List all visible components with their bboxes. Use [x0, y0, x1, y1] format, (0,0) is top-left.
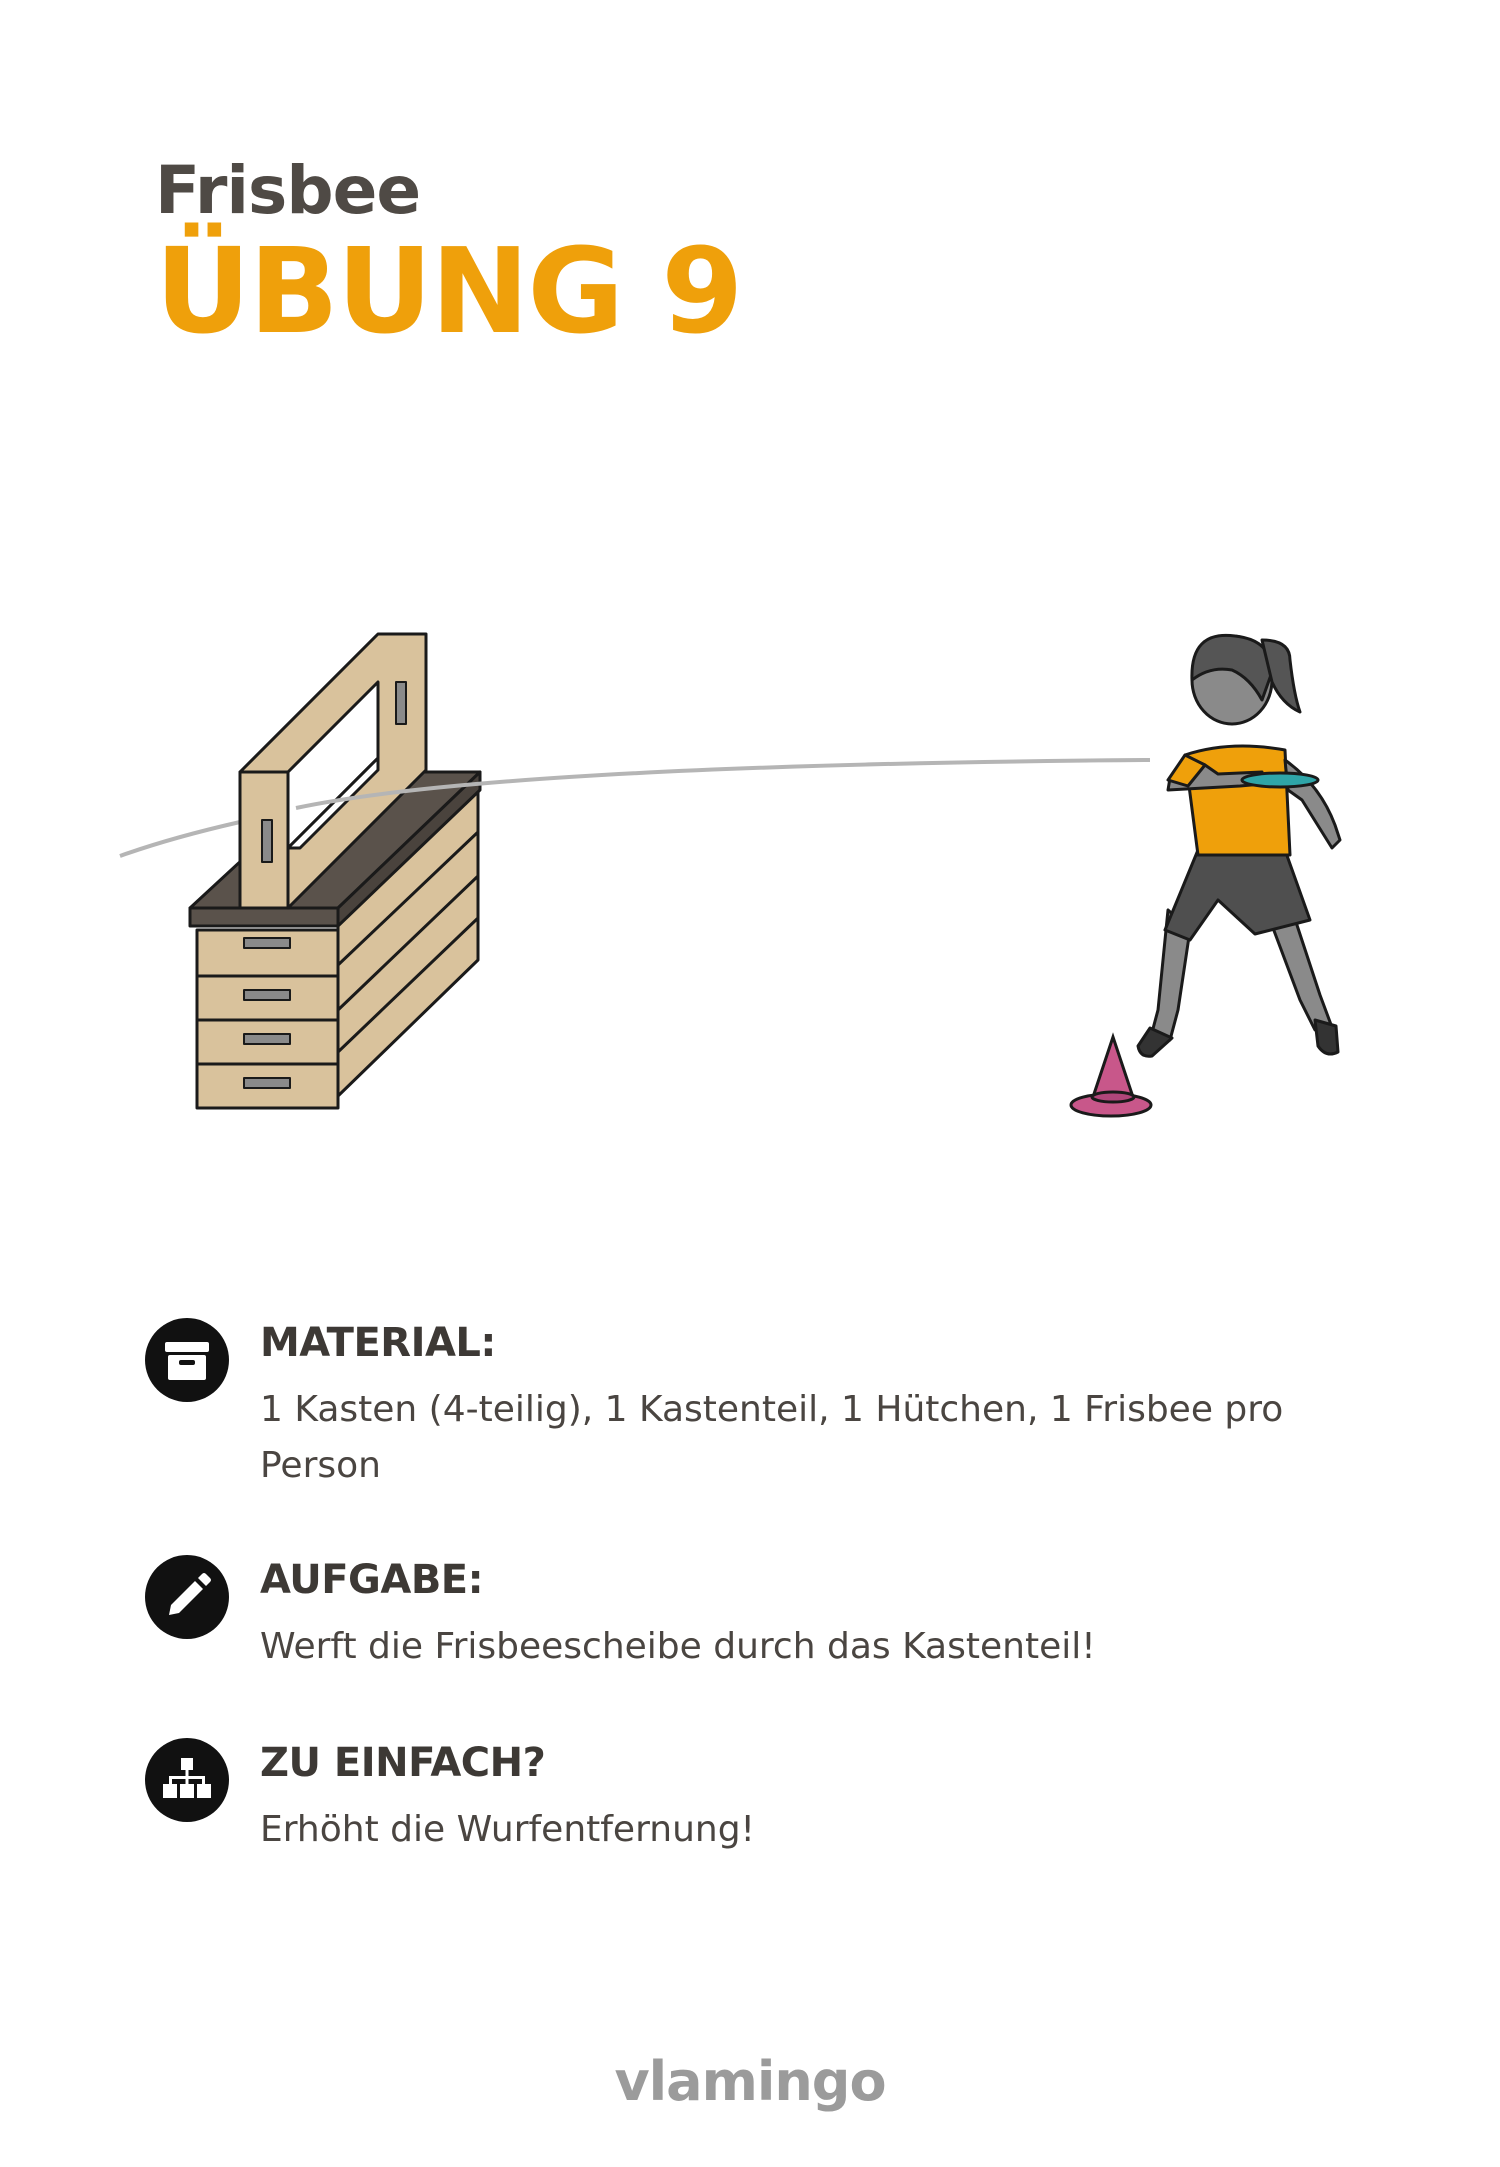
page-subtitle: Frisbee — [155, 152, 421, 229]
page-title: ÜBUNG 9 — [155, 222, 742, 360]
task-label: AUFGABE: — [260, 1557, 484, 1603]
exercise-illustration — [0, 600, 1500, 1160]
archive-box-icon — [145, 1318, 229, 1402]
material-text: 1 Kasten (4-teilig), 1 Kastenteil, 1 Hütchen, 1 Frisbee pro Person — [260, 1389, 1284, 1486]
page-header — [155, 152, 742, 360]
task-text: Werft die Frisbeescheibe durch das Kastenteil! — [260, 1626, 1096, 1667]
too-easy-label: ZU EINFACH? — [260, 1740, 546, 1786]
too-easy-text: Erhöht die Wurfentfernung! — [260, 1809, 755, 1850]
brand-logo: vlamingo — [614, 2050, 886, 2113]
material-label: MATERIAL: — [260, 1320, 496, 1366]
sitemap-icon — [145, 1738, 229, 1822]
pencil-icon — [145, 1555, 229, 1639]
child-figure — [1138, 635, 1340, 1056]
flight-path-left — [120, 822, 240, 856]
